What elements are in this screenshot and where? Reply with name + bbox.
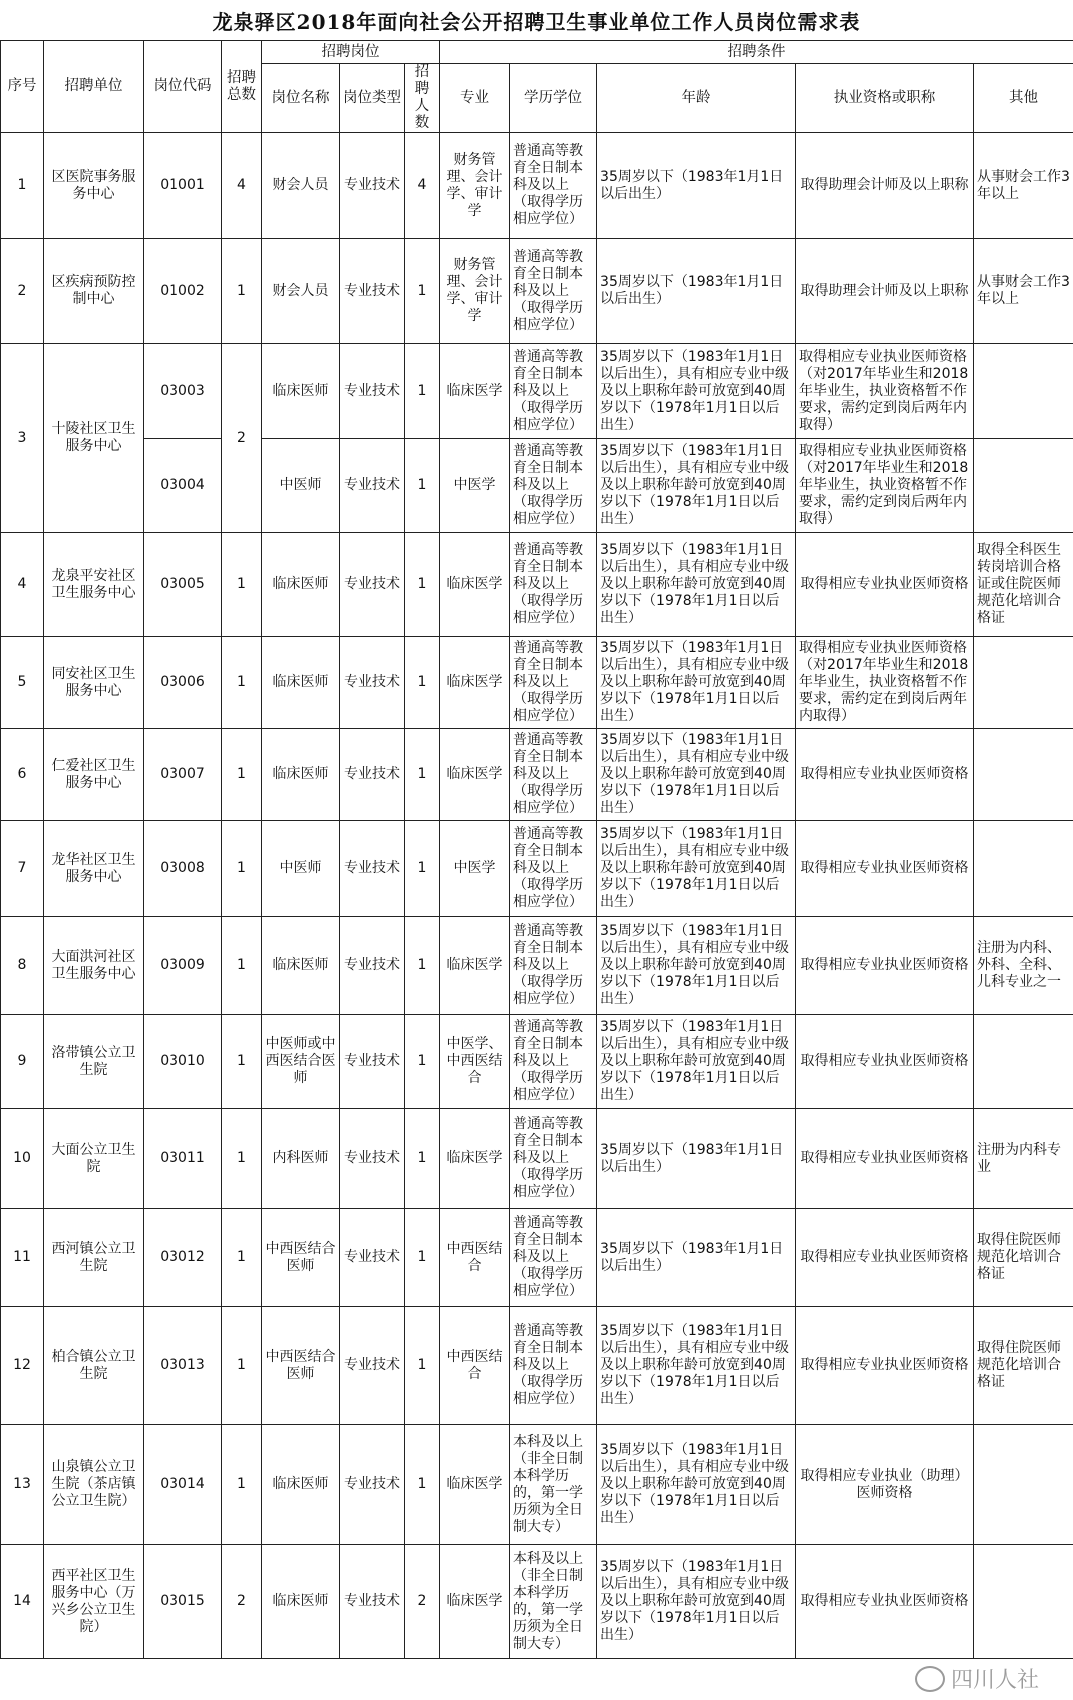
cell-unit: 龙泉平安社区卫生服务中心 <box>44 533 144 637</box>
cell-unit: 龙华社区卫生服务中心 <box>44 821 144 917</box>
cell-major: 临床医学 <box>440 1545 510 1659</box>
cell-unit: 西平社区卫生服务中心（万兴乡公立卫生院） <box>44 1545 144 1659</box>
cell-major: 临床医学 <box>440 344 510 439</box>
cell-certification: 取得助理会计师及以上职称 <box>796 239 974 344</box>
cell-age: 35周岁以下（1983年1月1日以后出生），具有相应专业中级及以上职称年龄可放宽到40周岁以下（1978年1月1日以后出生） <box>597 821 796 917</box>
cell-total: 1 <box>222 917 262 1015</box>
table-row <box>1 344 1073 439</box>
cell-other: 取得住院医师规范化培训合格证 <box>974 1209 1073 1307</box>
cell-other <box>974 637 1073 729</box>
cell-count: 4 <box>405 133 440 239</box>
cell-unit: 区疾病预防控制中心 <box>44 239 144 344</box>
header-post-group: 招聘岗位 <box>262 41 440 64</box>
cell-other <box>974 344 1073 439</box>
cell-certification: 取得相应专业执业医师资格（对2017年毕业生和2018年毕业生，执业资格暂不作要求，需约定到岗后两年内取得） <box>796 344 974 439</box>
header-unit: 招聘单位 <box>44 41 144 133</box>
header-post-name: 岗位名称 <box>262 64 340 133</box>
cell-education: 普通高等教育全日制本科及以上（取得学历相应学位） <box>510 637 597 729</box>
cell-education: 普通高等教育全日制本科及以上（取得学历相应学位） <box>510 533 597 637</box>
cell-code: 01002 <box>144 239 222 344</box>
cell-post-type: 专业技术 <box>340 637 405 729</box>
cell-age: 35周岁以下（1983年1月1日以后出生），具有相应专业中级及以上职称年龄可放宽到40周岁以下（1978年1月1日以后出生） <box>597 1545 796 1659</box>
cell-count: 1 <box>405 239 440 344</box>
cell-certification: 取得相应专业执业（助理）医师资格 <box>796 1425 974 1545</box>
cell-count: 1 <box>405 917 440 1015</box>
cell-age: 35周岁以下（1983年1月1日以后出生），具有相应专业中级及以上职称年龄可放宽到40周岁以下（1978年1月1日以后出生） <box>597 344 796 439</box>
cell-unit: 大面洪河社区卫生服务中心 <box>44 917 144 1015</box>
recruitment-table <box>0 40 1073 1659</box>
cell-post-type: 专业技术 <box>340 1545 405 1659</box>
cell-seq: 12 <box>1 1307 44 1425</box>
cell-code: 03008 <box>144 821 222 917</box>
cell-education: 普通高等教育全日制本科及以上（取得学历相应学位） <box>510 439 597 533</box>
cell-post-name: 财会人员 <box>262 239 340 344</box>
cell-age: 35周岁以下（1983年1月1日以后出生） <box>597 1109 796 1209</box>
cell-post-name: 财会人员 <box>262 133 340 239</box>
cell-seq: 6 <box>1 729 44 821</box>
cell-age: 35周岁以下（1983年1月1日以后出生），具有相应专业中级及以上职称年龄可放宽到40周岁以下（1978年1月1日以后出生） <box>597 439 796 533</box>
cell-major: 临床医学 <box>440 1425 510 1545</box>
cell-post-name: 中西医结合医师 <box>262 1209 340 1307</box>
cell-education: 普通高等教育全日制本科及以上（取得学历相应学位） <box>510 1307 597 1425</box>
cell-age: 35周岁以下（1983年1月1日以后出生） <box>597 239 796 344</box>
cell-count: 1 <box>405 1425 440 1545</box>
cell-post-name: 临床医师 <box>262 729 340 821</box>
cell-age: 35周岁以下（1983年1月1日以后出生），具有相应专业中级及以上职称年龄可放宽到40周岁以下（1978年1月1日以后出生） <box>597 533 796 637</box>
cell-post-type: 专业技术 <box>340 917 405 1015</box>
table-row <box>1 1015 1073 1109</box>
cell-post-type: 专业技术 <box>340 821 405 917</box>
cell-certification: 取得相应专业执业医师资格 <box>796 1209 974 1307</box>
cell-code: 03013 <box>144 1307 222 1425</box>
cell-certification: 取得相应专业执业医师资格 <box>796 1545 974 1659</box>
cell-other <box>974 821 1073 917</box>
cell-other: 取得全科医生转岗培训合格证或住院医师规范化培训合格证 <box>974 533 1073 637</box>
cell-code: 03004 <box>144 439 222 533</box>
cell-certification: 取得相应专业执业医师资格 <box>796 729 974 821</box>
cell-certification: 取得相应专业执业医师资格 <box>796 917 974 1015</box>
cell-unit: 山泉镇公立卫生院（茶店镇公立卫生院） <box>44 1425 144 1545</box>
cell-seq: 7 <box>1 821 44 917</box>
cell-unit: 洛带镇公立卫生院 <box>44 1015 144 1109</box>
cell-age: 35周岁以下（1983年1月1日以后出生） <box>597 133 796 239</box>
cell-code: 01001 <box>144 133 222 239</box>
cell-certification: 取得相应专业执业医师资格 <box>796 821 974 917</box>
cell-certification: 取得相应专业执业医师资格（对2017年毕业生和2018年毕业生，执业资格暂不作要求，需约定到岗后两年内取得） <box>796 439 974 533</box>
cell-total: 1 <box>222 821 262 917</box>
cell-count: 1 <box>405 1307 440 1425</box>
cell-post-name: 临床医师 <box>262 917 340 1015</box>
cell-age: 35周岁以下（1983年1月1日以后出生），具有相应专业中级及以上职称年龄可放宽到40周岁以下（1978年1月1日以后出生） <box>597 729 796 821</box>
table-row <box>1 1307 1073 1425</box>
cell-post-name: 临床医师 <box>262 637 340 729</box>
header-post-type: 岗位类型 <box>340 64 405 133</box>
cell-major: 中医学 <box>440 821 510 917</box>
cell-education: 普通高等教育全日制本科及以上（取得学历相应学位） <box>510 344 597 439</box>
cell-count: 1 <box>405 1109 440 1209</box>
cell-count: 1 <box>405 1015 440 1109</box>
cell-unit: 仁爱社区卫生服务中心 <box>44 729 144 821</box>
table-row <box>1 729 1073 821</box>
cell-total: 1 <box>222 729 262 821</box>
cell-post-type: 专业技术 <box>340 1209 405 1307</box>
cell-other <box>974 1545 1073 1659</box>
cell-education: 本科及以上（非全日制本科学历的，第一学历须为全日制大专） <box>510 1545 597 1659</box>
cell-certification: 取得助理会计师及以上职称 <box>796 133 974 239</box>
cell-unit: 柏合镇公立卫生院 <box>44 1307 144 1425</box>
cell-seq: 3 <box>1 344 44 533</box>
cell-other <box>974 729 1073 821</box>
cell-major: 中西医结合 <box>440 1307 510 1425</box>
cell-post-name: 中医师或中西医结合医师 <box>262 1015 340 1109</box>
cell-other: 注册为内科、外科、全科、儿科专业之一 <box>974 917 1073 1015</box>
cell-post-type: 专业技术 <box>340 239 405 344</box>
cell-total: 1 <box>222 637 262 729</box>
cell-certification: 取得相应专业执业医师资格 <box>796 1015 974 1109</box>
cell-post-name: 临床医师 <box>262 1425 340 1545</box>
cell-major: 财务管理、会计学、审计学 <box>440 239 510 344</box>
header-major: 专业 <box>440 64 510 133</box>
watermark-text: 四川人社 <box>950 1668 1039 1693</box>
table-row <box>1 1209 1073 1307</box>
cell-major: 中医学、中西医结合 <box>440 1015 510 1109</box>
table-row <box>1 439 1073 533</box>
cell-count: 1 <box>405 533 440 637</box>
cell-post-name: 临床医师 <box>262 1545 340 1659</box>
cell-education: 普通高等教育全日制本科及以上（取得学历相应学位） <box>510 729 597 821</box>
cell-count: 1 <box>405 821 440 917</box>
cell-other: 从事财会工作3年以上 <box>974 133 1073 239</box>
cell-seq: 14 <box>1 1545 44 1659</box>
cell-other: 取得住院医师规范化培训合格证 <box>974 1307 1073 1425</box>
wechat-logo-icon <box>915 1666 945 1692</box>
header-total: 招聘总数 <box>222 41 262 133</box>
cell-post-name: 中医师 <box>262 439 340 533</box>
cell-major: 中医学 <box>440 439 510 533</box>
table-row <box>1 533 1073 637</box>
cell-post-type: 专业技术 <box>340 133 405 239</box>
header-age: 年龄 <box>597 64 796 133</box>
cell-total: 1 <box>222 1015 262 1109</box>
cell-post-type: 专业技术 <box>340 439 405 533</box>
cell-age: 35周岁以下（1983年1月1日以后出生） <box>597 1209 796 1307</box>
cell-code: 03010 <box>144 1015 222 1109</box>
cell-count: 1 <box>405 1209 440 1307</box>
cell-seq: 9 <box>1 1015 44 1109</box>
header-count: 招聘人数 <box>405 64 440 133</box>
cell-major: 中西医结合 <box>440 1209 510 1307</box>
table-row <box>1 1109 1073 1209</box>
cell-education: 普通高等教育全日制本科及以上（取得学历相应学位） <box>510 1209 597 1307</box>
cell-code: 03003 <box>144 344 222 439</box>
cell-certification: 取得相应专业执业医师资格 <box>796 533 974 637</box>
cell-education: 普通高等教育全日制本科及以上（取得学历相应学位） <box>510 239 597 344</box>
cell-seq: 8 <box>1 917 44 1015</box>
cell-post-name: 中医师 <box>262 821 340 917</box>
cell-seq: 11 <box>1 1209 44 1307</box>
cell-code: 03015 <box>144 1545 222 1659</box>
cell-code: 03005 <box>144 533 222 637</box>
cell-major: 临床医学 <box>440 1109 510 1209</box>
cell-other: 注册为内科专业 <box>974 1109 1073 1209</box>
cell-code: 03014 <box>144 1425 222 1545</box>
watermark <box>911 1663 1043 1694</box>
cell-code: 03009 <box>144 917 222 1015</box>
cell-count: 2 <box>405 1545 440 1659</box>
table-row <box>1 1545 1073 1659</box>
cell-major: 临床医学 <box>440 917 510 1015</box>
cell-post-name: 临床医师 <box>262 344 340 439</box>
cell-education: 普通高等教育全日制本科及以上（取得学历相应学位） <box>510 821 597 917</box>
cell-certification: 取得相应专业执业医师资格 <box>796 1109 974 1209</box>
cell-post-name: 中西医结合医师 <box>262 1307 340 1425</box>
cell-unit: 大面公立卫生院 <box>44 1109 144 1209</box>
table-row <box>1 637 1073 729</box>
cell-total: 1 <box>222 1307 262 1425</box>
cell-count: 1 <box>405 637 440 729</box>
cell-other <box>974 439 1073 533</box>
cell-code: 03006 <box>144 637 222 729</box>
cell-code: 03007 <box>144 729 222 821</box>
cell-code: 03012 <box>144 1209 222 1307</box>
header-education: 学历学位 <box>510 64 597 133</box>
header-other: 其他 <box>974 64 1073 133</box>
cell-post-type: 专业技术 <box>340 729 405 821</box>
cell-age: 35周岁以下（1983年1月1日以后出生），具有相应专业中级及以上职称年龄可放宽到40周岁以下（1978年1月1日以后出生） <box>597 1015 796 1109</box>
cell-total: 2 <box>222 344 262 533</box>
table-row <box>1 917 1073 1015</box>
cell-post-type: 专业技术 <box>340 1109 405 1209</box>
cell-major: 临床医学 <box>440 637 510 729</box>
cell-unit: 区医院事务服务中心 <box>44 133 144 239</box>
table-row <box>1 239 1073 344</box>
header-certification: 执业资格或职称 <box>796 64 974 133</box>
cell-major: 财务管理、会计学、审计学 <box>440 133 510 239</box>
cell-code: 03011 <box>144 1109 222 1209</box>
cell-certification: 取得相应专业执业医师资格（对2017年毕业生和2018年毕业生，执业资格暂不作要求，需约定在到岗后两年内取得） <box>796 637 974 729</box>
cell-education: 普通高等教育全日制本科及以上（取得学历相应学位） <box>510 133 597 239</box>
cell-seq: 2 <box>1 239 44 344</box>
cell-total: 1 <box>222 1425 262 1545</box>
cell-total: 1 <box>222 533 262 637</box>
cell-post-type: 专业技术 <box>340 1425 405 1545</box>
cell-major: 临床医学 <box>440 729 510 821</box>
cell-age: 35周岁以下（1983年1月1日以后出生），具有相应专业中级及以上职称年龄可放宽到40周岁以下（1978年1月1日以后出生） <box>597 637 796 729</box>
header-conditions-group: 招聘条件 <box>440 41 1073 64</box>
cell-other <box>974 1425 1073 1545</box>
cell-age: 35周岁以下（1983年1月1日以后出生），具有相应专业中级及以上职称年龄可放宽到40周岁以下（1978年1月1日以后出生） <box>597 1307 796 1425</box>
cell-major: 临床医学 <box>440 533 510 637</box>
cell-education: 本科及以上（非全日制本科学历的，第一学历须为全日制大专） <box>510 1425 597 1545</box>
cell-total: 4 <box>222 133 262 239</box>
cell-count: 1 <box>405 344 440 439</box>
cell-seq: 13 <box>1 1425 44 1545</box>
cell-other: 从事财会工作3年以上 <box>974 239 1073 344</box>
cell-post-type: 专业技术 <box>340 1015 405 1109</box>
cell-education: 普通高等教育全日制本科及以上（取得学历相应学位） <box>510 917 597 1015</box>
cell-age: 35周岁以下（1983年1月1日以后出生），具有相应专业中级及以上职称年龄可放宽到40周岁以下（1978年1月1日以后出生） <box>597 1425 796 1545</box>
cell-seq: 5 <box>1 637 44 729</box>
cell-education: 普通高等教育全日制本科及以上（取得学历相应学位） <box>510 1109 597 1209</box>
cell-post-type: 专业技术 <box>340 1307 405 1425</box>
cell-post-name: 临床医师 <box>262 533 340 637</box>
table-row <box>1 821 1073 917</box>
header-seq: 序号 <box>1 41 44 133</box>
cell-total: 2 <box>222 1545 262 1659</box>
cell-other <box>974 1015 1073 1109</box>
cell-unit: 西河镇公立卫生院 <box>44 1209 144 1307</box>
cell-count: 1 <box>405 439 440 533</box>
header-code: 岗位代码 <box>144 41 222 133</box>
cell-post-type: 专业技术 <box>340 344 405 439</box>
cell-post-type: 专业技术 <box>340 533 405 637</box>
cell-total: 1 <box>222 1209 262 1307</box>
cell-age: 35周岁以下（1983年1月1日以后出生），具有相应专业中级及以上职称年龄可放宽到40周岁以下（1978年1月1日以后出生） <box>597 917 796 1015</box>
page-title: 龙泉驿区2018年面向社会公开招聘卫生事业单位工作人员岗位需求表 <box>212 9 861 34</box>
cell-unit: 十陵社区卫生服务中心 <box>44 344 144 533</box>
cell-education: 普通高等教育全日制本科及以上（取得学历相应学位） <box>510 1015 597 1109</box>
cell-seq: 1 <box>1 133 44 239</box>
cell-unit: 同安社区卫生服务中心 <box>44 637 144 729</box>
cell-count: 1 <box>405 729 440 821</box>
cell-total: 1 <box>222 1109 262 1209</box>
cell-certification: 取得相应专业执业医师资格 <box>796 1307 974 1425</box>
table-row <box>1 1425 1073 1545</box>
cell-total: 1 <box>222 239 262 344</box>
table-row <box>1 133 1073 239</box>
cell-post-name: 内科医师 <box>262 1109 340 1209</box>
cell-seq: 10 <box>1 1109 44 1209</box>
cell-seq: 4 <box>1 533 44 637</box>
